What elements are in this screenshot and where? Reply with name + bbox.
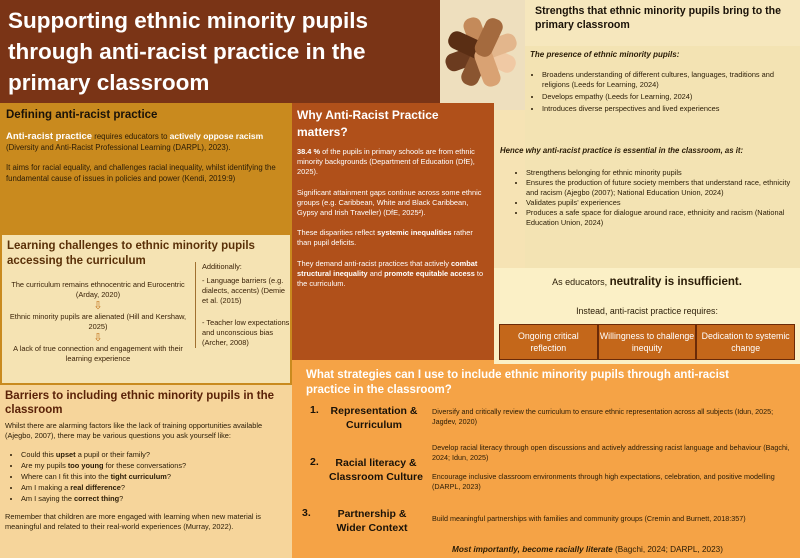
side-heading: Additionally:: [202, 262, 242, 271]
why-p4-b: and: [367, 268, 385, 278]
barriers-footer: Remember that children are more engaged with learning when new material is meaningful and related to their real-world experiences (Murray, 2022).: [5, 512, 261, 531]
essential-heading: Hence why anti-racist practice is essential in the classroom, as it:: [500, 146, 744, 155]
strengths-essential: [500, 146, 798, 228]
strategy-number: 1.: [310, 404, 319, 416]
list-item: • Could this upset a pupil or their family?: [21, 449, 287, 460]
why-p1: [297, 147, 489, 178]
list-item: - Language barriers (e.g. dialects, accents) (Demie et al. (2015): [202, 276, 290, 306]
learning-side: [195, 262, 290, 348]
list-item: • Am I saying the correct thing?: [21, 493, 287, 504]
learning-section: [0, 233, 292, 385]
defining-text-a: requires educators to: [92, 132, 170, 141]
list-item: • Produces a safe space for dialogue around race, ethnicity and racism (National Education Union, 2024): [526, 208, 798, 228]
essential-list: [526, 168, 798, 228]
strategy-number: 2.: [310, 456, 319, 468]
defining-term: Anti-racist practice: [6, 131, 93, 142]
flow-step: A lack of true connection and engagement with their learning experience: [13, 344, 183, 363]
strategy-title: Racial literacy & Classroom Culture: [329, 457, 423, 483]
final-bold: Most importantly, become racially literate: [452, 545, 613, 554]
requirement-box: Dedication to systemic change: [696, 324, 795, 360]
strategy-text: Build meaningful partnerships with families and community groups (Cremin and Burnett, 2018:357): [432, 514, 746, 523]
strengths-heading: Strengths that ethnic minority pupils bring to the primary classroom: [535, 5, 782, 31]
list-item: • Ensures the production of future society members that understand race, ethnicity and racism (Ajegbo (2007); National Education Union, 2024): [526, 178, 798, 198]
requirements-row: [499, 324, 795, 360]
strengths-section: [531, 4, 796, 32]
neutrality-section: [494, 268, 800, 364]
defining-heading: Defining anti-racist practice: [6, 109, 158, 121]
neutrality-text: As educators,: [552, 277, 610, 287]
why-section: [292, 103, 494, 360]
why-p4: [297, 259, 489, 290]
neutrality-line1: [494, 276, 800, 288]
why-p4-c: to the curriculum.: [297, 268, 484, 289]
list-item: • Strengthens belonging for ethnic minority pupils: [526, 168, 798, 178]
strategies-final: [452, 545, 723, 554]
list-item: • Am I making a real difference?: [21, 482, 287, 493]
list-item: • Introduces diverse perspectives and lived experiences: [542, 104, 798, 114]
strategies-section: [292, 364, 800, 558]
strategy-title: Partnership & Wider Context: [336, 508, 408, 534]
page-title: Supporting ethnic minority pupils through anti-racist practice in the primary classroom: [8, 8, 368, 95]
barriers-heading: Barriers to including ethnic minority pupils in the classroom: [5, 390, 274, 416]
why-p4-bold2: promote equitable access: [384, 268, 475, 278]
learning-heading: Learning challenges to ethnic minority pupils accessing the curriculum: [7, 240, 255, 267]
strategies-heading: What strategies can I use to include ethnic minority pupils through anti-racist practice in the classroom?: [306, 369, 730, 396]
list-item: - Teacher low expectations and unconscious bias (Archer, 2008): [202, 318, 290, 348]
list-item: • Broadens understanding of different cultures, languages, traditions and religions (Leeds for Learning, 2024): [542, 70, 798, 90]
arrow-down-icon: ⇩: [93, 332, 103, 344]
list-item: • Are my pupils too young for these conversations?: [21, 460, 287, 471]
why-p4-a: They demand anti-racist practices that actively: [297, 258, 452, 268]
why-p2: Significant attainment gaps continue across some ethnic groups (e.g. Caribbean, White and Black Caribbean, Gypsy and Irish Traveller) (DfE, 2025²).: [297, 187, 482, 218]
final-cite: (Bagchi, 2024; DARPL, 2023): [612, 545, 723, 554]
why-p1-text: of the pupils in primary schools are from ethnic minority backgrounds (Department of Education (DfE), 2025).: [297, 147, 475, 177]
barriers-questions: [21, 449, 287, 504]
strategy-text: Diversify and critically review the curriculum to ensure ethnic representation across all subjects (Idun, 2025; Jagdev, 2020): [432, 407, 774, 426]
why-p3-a: These disparities reflect: [297, 228, 378, 238]
strengths-presence: [526, 50, 798, 114]
defining-para2: It aims for racial equality, and challenges racial inequality, whilst identifying the fundamental cause of issues in policies and power (Kendi, 2019:9): [6, 163, 276, 183]
why-p4-bold1: combat structural inequality: [297, 258, 478, 278]
requirement-box: Ongoing critical reflection: [499, 324, 598, 360]
barriers-section: [0, 385, 292, 558]
arrow-down-icon: ⇩: [93, 300, 103, 312]
flow-step: The curriculum remains ethnocentric and Eurocentric (Arday, 2020): [11, 280, 185, 299]
side-list: [202, 276, 290, 348]
hands-icon: [440, 0, 525, 110]
barriers-intro: Whilst there are alarming factors like the lack of training opportunities available (Ajegbo, 2007), there may be various questions you ask yourself like:: [5, 421, 263, 440]
strategy-text: Encourage inclusive classroom environments through high expectations, celebration, and positive modelling (DARPL, 2023): [432, 472, 775, 491]
strategy-title: Representation & Curriculum: [330, 405, 418, 431]
defining-bold-a: actively oppose racism: [169, 131, 264, 141]
list-item: • Validates pupils' experiences: [526, 198, 798, 208]
requirement-box: Willingness to challenge inequity: [598, 324, 697, 360]
why-stat: 38.4 %: [297, 147, 321, 156]
list-item: • Develops empathy (Leeds for Learning, 2024): [542, 92, 798, 102]
defining-para1: [6, 131, 286, 153]
why-heading: Why Anti-Racist Practice matters?: [297, 108, 439, 139]
hands-illustration: [440, 0, 525, 110]
defining-text-b: (Diversity and Anti-Racist Professional Learning (DARPL), 2023).: [6, 143, 231, 152]
defining-section: [0, 103, 292, 233]
presence-heading: The presence of ethnic minority pupils:: [530, 50, 680, 59]
neutrality-bold: neutrality is insufficient.: [609, 276, 742, 288]
list-item: • Where can I fit this into the tight curriculum?: [21, 471, 287, 482]
why-p3-b: rather than pupil deficits.: [297, 228, 473, 248]
flow-step: Ethnic minority pupils are alienated (Hill and Kershaw, 2025): [9, 312, 187, 331]
learning-flow: [4, 280, 192, 364]
strategy-number: 3.: [302, 507, 311, 519]
presence-list: [542, 70, 798, 114]
why-p3-bold: systemic inequalities: [377, 228, 452, 238]
title-banner: [0, 0, 440, 103]
why-p3: [297, 228, 489, 248]
neutrality-line2: Instead, anti-racist practice requires:: [576, 306, 718, 316]
strategy-text: Develop racial literacy through open discussions and actively addressing racist language and behaviour (Bagchi, 2024; Idun, 2025): [432, 443, 790, 462]
